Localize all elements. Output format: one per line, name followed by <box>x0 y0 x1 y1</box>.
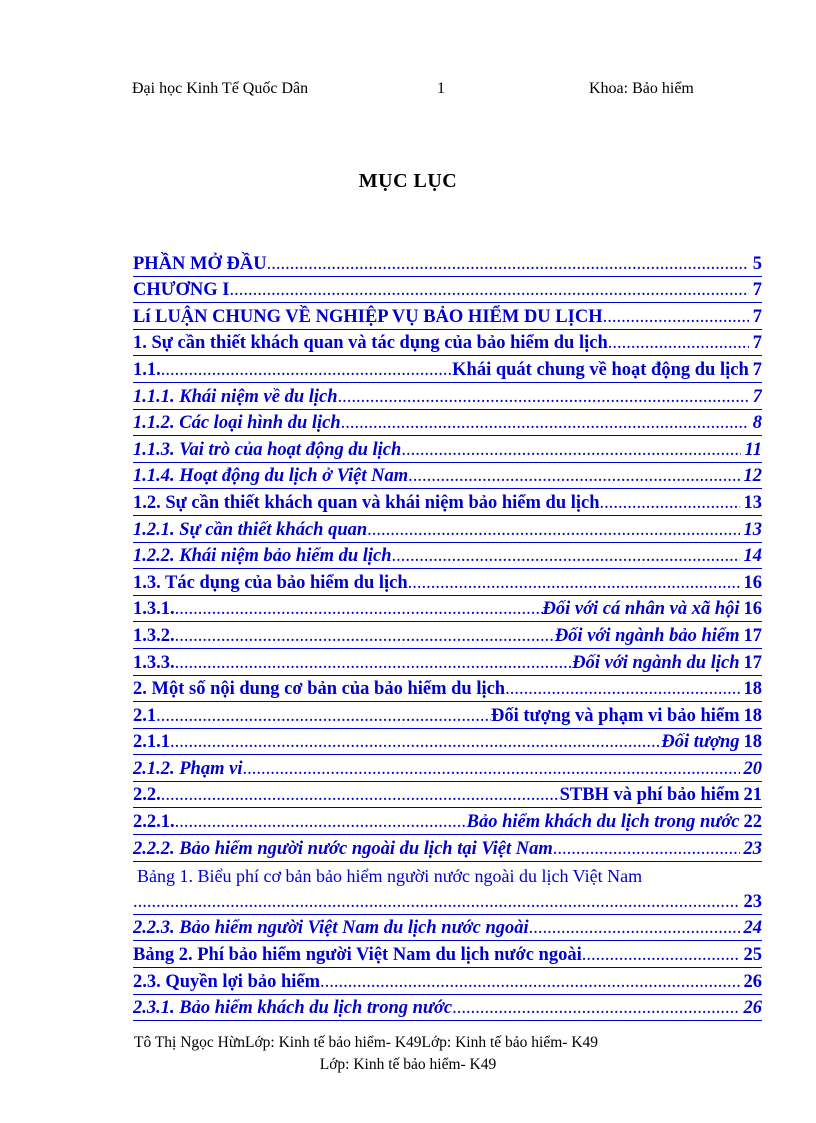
toc-entry-text: 1.2. Sự cần thiết khách quan và khái niệm bảo hiểm du lịch <box>133 492 600 513</box>
toc-page-number: 7 <box>752 280 762 301</box>
footer-line-1: Tô Thị Ngọc HừnLớp: Kinh tế bảo hiểm- K49Lớp: Kinh tế bảo hiểm- K49 <box>134 1034 599 1051</box>
toc-leader-dots <box>175 599 543 621</box>
toc-page-number: 7 <box>752 333 762 354</box>
toc-entry[interactable] <box>133 596 762 623</box>
toc-entry[interactable] <box>133 250 762 277</box>
toc-leader-dots <box>161 360 452 382</box>
toc-entry[interactable] <box>133 729 762 756</box>
toc-entry-text: 1.3.1. <box>133 599 175 620</box>
toc-entry-title: Khái quát chung về hoạt động du lịch <box>452 359 749 380</box>
toc-page-number: 16 <box>743 572 762 593</box>
toc-entry[interactable] <box>133 622 762 649</box>
toc-page-number: 7 <box>752 306 762 327</box>
toc-entry[interactable] <box>133 516 762 543</box>
toc-leader-dots <box>600 493 740 515</box>
header-university: Đại học Kinh Tế Quốc Dân <box>132 80 309 97</box>
toc-page-number: 13 <box>743 519 762 540</box>
toc-leader-dots <box>529 918 740 940</box>
toc-leader-dots <box>320 972 739 994</box>
header-faculty: Khoa: Bảo hiểm <box>589 80 694 97</box>
toc-entry[interactable] <box>133 676 762 703</box>
toc-entry[interactable] <box>133 436 762 463</box>
toc-entry-title: Đối với ngành du lịch <box>572 652 740 673</box>
toc-entry-title: Đối tượng và phạm vi bảo hiểm <box>490 705 740 726</box>
toc-entry-text: 1.2.2. Khái niệm bảo hiểm du lịch <box>133 546 392 567</box>
toc-entry[interactable] <box>133 995 762 1022</box>
toc-entry-text: 1.1.2. Các loại hình du lịch <box>133 413 341 434</box>
toc-leader-dots <box>408 466 739 488</box>
toc-entry-title: Bảo hiểm khách du lịch trong nước <box>466 812 740 833</box>
toc-entry[interactable] <box>133 968 762 995</box>
toc-entry-text: 1. Sự cần thiết khách quan và tác dụng của bảo hiểm du lịch <box>133 333 608 354</box>
table-of-contents <box>133 250 762 1021</box>
toc-entry-title: STBH và phí bảo hiểm <box>559 785 740 806</box>
page-header <box>0 80 816 102</box>
toc-entry-text: 1.2.1. Sự cần thiết khách quan <box>133 519 368 540</box>
toc-entry[interactable] <box>133 915 762 942</box>
toc-page-number: 18 <box>743 705 762 726</box>
footer-line-2: Lớp: Kinh tế bảo hiểm- K49 <box>319 1056 497 1073</box>
toc-page-number: 16 <box>743 599 762 620</box>
toc-entry-text: 2.2. <box>133 785 161 806</box>
toc-entry-title: Đối với cá nhân và xã hội <box>542 599 740 620</box>
toc-entry[interactable] <box>133 303 762 330</box>
toc-leader-dots <box>452 998 739 1020</box>
toc-page-number: 20 <box>743 758 762 779</box>
toc-entry[interactable] <box>133 330 762 357</box>
toc-entry-text: 1.1.4. Hoạt động du lịch ở Việt Nam <box>133 466 409 487</box>
toc-leader-dots <box>367 520 739 542</box>
toc-leader-dots <box>267 254 749 276</box>
toc-page-number: 7 <box>752 359 762 380</box>
toc-leader-dots <box>338 387 749 409</box>
toc-page-number: 18 <box>743 679 762 700</box>
toc-entry-text: 2.1 <box>133 705 157 726</box>
toc-page-number: 21 <box>743 785 762 806</box>
toc-page-number: 25 <box>743 945 762 966</box>
toc-entry-text: 2.3. Quyền lợi bảo hiểm <box>133 971 321 992</box>
toc-entry-text: PHẦN MỞ ĐẦU <box>133 253 267 274</box>
toc-entry[interactable] <box>133 543 762 570</box>
toc-page-number: 17 <box>743 625 762 646</box>
toc-entry[interactable] <box>133 941 762 968</box>
toc-entry-text: 2. Một số nội dung cơ bản của bảo hiểm du lịch <box>133 679 506 700</box>
toc-leader-dots <box>505 679 739 701</box>
toc-leader-dots <box>229 280 748 302</box>
toc-entry-text: 2.3.1. Bảo hiểm khách du lịch trong nước <box>133 998 453 1019</box>
toc-leader-dots <box>603 307 749 329</box>
toc-entry-text: Bảng 1. Biểu phí cơ bản bảo hiểm người nước ngoài du lịch Việt Nam <box>137 866 643 887</box>
toc-entry[interactable] <box>133 463 762 490</box>
toc-title: MỤC LỤC <box>358 170 458 192</box>
toc-entry-text: 2.1.1 <box>133 732 170 753</box>
toc-entry-title: Đối với ngành bảo hiểm <box>554 625 740 646</box>
toc-page-number: 22 <box>743 812 762 833</box>
toc-page-number: 11 <box>744 439 762 460</box>
toc-page-number: 23 <box>743 838 762 859</box>
toc-page-number: 7 <box>752 386 762 407</box>
toc-entry[interactable] <box>133 410 762 437</box>
toc-page-number: 12 <box>743 466 762 487</box>
toc-entry[interactable] <box>133 649 762 676</box>
toc-entry-text: Lí LUẬN CHUNG VỀ NGHIỆP VỤ BẢO HIỂM DU LỊCH <box>133 306 603 327</box>
toc-leader-dots <box>156 706 491 728</box>
toc-leader-dots <box>175 626 555 648</box>
toc-entry-text: 1.1.3. Vai trò của hoạt động du lịch <box>133 439 402 460</box>
toc-leader-dots <box>392 546 740 568</box>
toc-entry[interactable] <box>133 356 762 383</box>
toc-page-number: 13 <box>743 492 762 513</box>
toc-leader-dots <box>608 333 749 355</box>
toc-page-number: 26 <box>743 971 762 992</box>
toc-entry[interactable] <box>133 383 762 410</box>
toc-leader-dots <box>401 440 740 462</box>
toc-page-number: 17 <box>743 652 762 673</box>
toc-entry[interactable] <box>133 808 762 835</box>
toc-entry-text: 2.2.1. <box>133 812 175 833</box>
toc-entry-text: 1.3.2. <box>133 625 175 646</box>
toc-entry-text: 1.1. <box>133 359 161 380</box>
toc-entry[interactable] <box>133 489 762 516</box>
toc-entry-text: 2.2.3. Bảo hiểm người Việt Nam du lịch nước ngoài <box>133 918 529 939</box>
toc-leader-dots <box>553 839 740 861</box>
toc-page-number: 18 <box>743 732 762 753</box>
toc-entry[interactable] <box>133 702 762 729</box>
toc-entry-text: 1.3.3. <box>133 652 175 673</box>
toc-page-number: 5 <box>752 253 762 274</box>
toc-leader-dots <box>582 945 740 967</box>
toc-entry-text: 1.1.1. Khái niệm về du lịch <box>133 386 338 407</box>
toc-leader-dots <box>242 759 739 781</box>
toc-entry[interactable] <box>133 569 762 596</box>
toc-entry-title: Đối tượng <box>661 732 740 753</box>
toc-leader-dots <box>170 732 661 754</box>
toc-page-number: 26 <box>743 998 762 1019</box>
toc-entry[interactable] <box>133 277 762 304</box>
toc-page-number: 8 <box>752 413 762 434</box>
toc-entry[interactable] <box>133 888 762 915</box>
toc-page-number: 24 <box>743 918 762 939</box>
toc-page-number: 23 <box>743 891 762 912</box>
toc-entry[interactable] <box>133 755 762 782</box>
toc-entry-text: CHƯƠNG I <box>133 280 230 301</box>
toc-leader-dots <box>133 892 740 914</box>
toc-entry-text: 2.2.2. Bảo hiểm người nước ngoài du lịch tại Việt Nam <box>133 838 553 859</box>
header-page-number: 1 <box>437 80 445 97</box>
toc-page-number <box>642 887 646 888</box>
toc-entry-text: 2.1.2. Phạm vi <box>133 758 243 779</box>
toc-page-number: 14 <box>743 546 762 567</box>
toc-entry-text: Bảng 2. Phí bảo hiểm người Việt Nam du lịch nước ngoài <box>133 945 582 966</box>
toc-leader-dots <box>408 573 740 595</box>
toc-entry[interactable] <box>133 862 762 889</box>
toc-leader-dots <box>341 413 749 435</box>
toc-entry-text: 1.3. Tác dụng của bảo hiểm du lịch <box>133 572 408 593</box>
toc-leader-dots <box>161 785 560 807</box>
toc-leader-dots <box>175 653 573 675</box>
toc-entry[interactable] <box>133 782 762 809</box>
toc-entry[interactable] <box>133 835 762 862</box>
toc-leader-dots <box>175 812 467 834</box>
